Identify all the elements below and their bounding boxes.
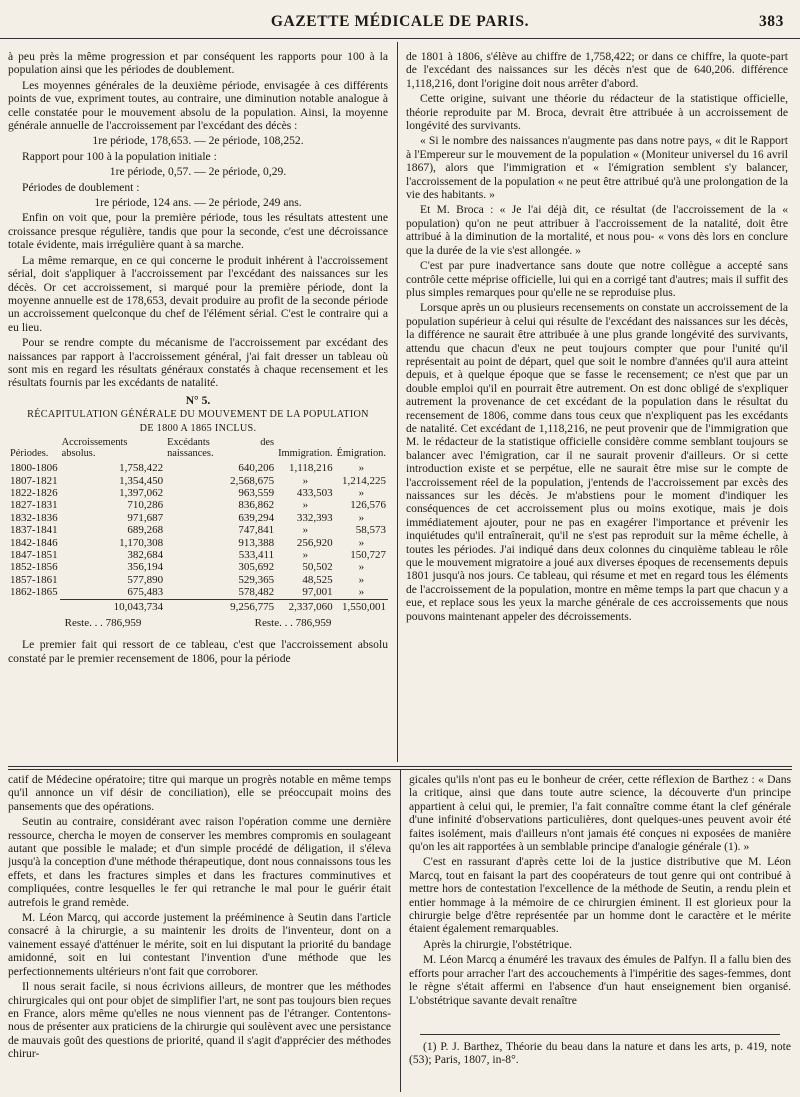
paragraph: La même remarque, en ce qui concerne le produit inhérent à l'accroissement sérial, doit s'appliquer à l'accroissement par l'excédant des naissances sur les décès. Or cet accroissement, si marqué pour la première période, dont la moyenne annuelle est de 178,653, devait produire au profit de la seconde période un accroissement quelconque du chef de l'élément sérial. C'est le contraire qui a eu lieu. [8,253,388,334]
table-title: RÉCAPITULATION GÉNÉRALE DU MOUVEMENT DE LA POPULATION [27,409,369,421]
table-total-row [8,599,388,613]
table-total-cell: 1,550,001 [335,599,388,613]
table-cell: 963,559 [238,486,275,499]
table-cell: 1807-1821 [10,474,58,487]
table-row [8,499,388,511]
table-cell: 578,482 [238,586,275,599]
table-cell: » [302,524,309,537]
column-left-top [8,50,388,760]
table-cell: 332,393 [296,511,333,524]
table-subtitle: DE 1800 A 1865 INCLUS. [139,423,257,435]
table-total-cell: 9,256,775 [165,599,276,613]
paragraph: catif de Médecine opératoire; titre qui marque un progrès notable en même temps qu'il annonce un vif désir de conciliation), elle se préoccupait moins des pansements que des opérations. [8,773,391,813]
column-divider [397,42,398,762]
section-divider [8,766,792,767]
paragraph: Rapport pour 100 à la population initiale : [22,149,217,163]
table-row [8,586,388,599]
table-cell: 1800-1806 [10,462,58,475]
table-row [8,574,388,586]
table-cell: » [358,511,365,524]
column-right-bottom [409,773,791,1018]
table-cell: 150,727 [350,549,386,561]
table-cell: » [302,549,309,561]
footnote [409,1040,791,1067]
remainder-left: Reste. . . 786,959 [64,617,142,630]
paragraph: Il nous serait facile, si nous écrivions ailleurs, de montrer que les méthodes chirurgicales qui ont pour objet de simplifier l'art, ne sont pas toujours bien reçues en France, alors même qu'elles ne nous viennent pas de l'étranger. Contentons-nous de présenter aux praticiens de la chirurgie qui soulèvent avec une persistance de mauvais goût des questions de priorité, quand il s'agit d'apprécier des méthodes chirur- [8,980,391,1061]
paragraph: Lorsque après un ou plusieurs recensements on constate un accroissement de la population supérieur à celui qui résulte de l'excédant des naissances sur les décès, la différence ne saurait être attribuée à une plus grande longévité des survivants, attendu que chacun d'eux ne peut toujours compter que pour l'unité qu'il représentait au point de départ, quel que soit le nombre d'années qu'il aura atteint depuis, et à quelque époque que se fasse le recensement; ce n'est que par un double emploi qu'il en pourrait être autrement. On est donc obligé de s'expliquer autrement la provenance de cet excédant de la population dans le résultat du recensement de 1806, comme dans tous ceux que n'expliquent pas les excédants de natalité. Cet excédant de 1,118,216, ne peut provenir que de l'immigration que M. le rédacteur de la statistique officielle considère comme semblant toujours se balancer avec l'émigration, car il ne saurait provenir d'ailleurs. Or si cette introduction existe et se perpétue, elle ne saurait être mise sur le compte de l'accroissement réel de la population, j'entends de l'accroissement par excès des naissances sur les décès. Je m'abstiens pour le moment d'indiquer les conséquences de cet accroissement plus ou moins exotique, mais je dois immédiatement ajouter, pour ne pas en exagérer l'importance et prévenir les inquiétudes qu'il entraînerait, qu'il ne s'est pas reproduit sur la même échelle, à toutes les périodes. J'ai indiqué dans deux colonnes du cinquième tableau le rôle que le mouvement migratoire a joué aux diverses époques de recensements depuis 1801 jusqu'à nos jours. Ce tableau, qui résume et met en regard tous les éléments de l'accroissement de la population, montre en même temps la part que chacun y a eue, et replace sous les yeux la marche générale de ces accroissements que nous pouvons maintenant appeler des décroissements. [406,301,788,623]
paragraph: Seutin au contraire, considérant avec raison l'opération comme une dernière ressource, chercha le moyen de conserver les membres compromis en soulageant autant que possible le malade; et d'un simple procédé de déligation, il s'éleva jusqu'à la conception d'une méthode thérapeutique, dont nous connaissons tous les effets, et dans les fractures simples et dans les fractures comminutives et compliquées, contre lesquelles le fer qui retranche le mal pour le guérir était autrefois le grand remède. [8,815,391,909]
table-row [8,524,388,536]
quote-paragraph: « Si le nombre des naissances n'augmente pas dans notre pays, « dit le Rapport à l'Empereur sur le mouvement de la population « (Moniteur universel du 16 avril 1867), alors que l'immigration et « l'émigration semblent s'y balancer, l'accroissement de la population « ne peut être attribué qu'à une prolongation de la vie des habitants. » [406,134,788,202]
table-total-cell: 2,337,060 [276,599,335,613]
table-cell: 97,001 [302,586,333,599]
table-cell: 1842-1846 [10,536,58,549]
stat-line: 1re période, 0,57. — 2e période, 0,29. [109,165,287,179]
table-cell: 913,388 [238,536,275,549]
table-cell: 675,483 [127,586,164,599]
table-cell: 1,758,422 [119,462,164,475]
table-total-cell: 10,043,734 [60,599,165,613]
table-cell: 1,214,225 [342,474,386,487]
header-birth-surplus: Excédants des naissances. [167,437,275,460]
paragraph: C'est par pure inadvertance sans doute que notre collègue a accepté sans contrôle cette méprise officielle, lui qui en a corrigé tant d'autres; mais il suffit des plus simples remarques pour qu'elle ne se reproduise plus. [406,259,788,299]
table-cell: 1,354,450 [119,474,164,487]
table-cell: » [302,474,309,487]
table-row [8,475,388,487]
table-cell: 1832-1836 [10,511,58,524]
page-title: GAZETTE MÉDICALE DE PARIS. [270,13,530,30]
table-row [8,537,388,549]
footnote-rule [420,1034,780,1035]
table-cell: 1,170,308 [119,536,164,549]
paragraph: Cette origine, suivant une théorie du rédacteur de la statistique officielle, théorie reproduite par M. Broca, devrait être attribuée à un accroissement de longévité des survivants. [406,92,788,133]
paragraph: Les moyennes générales de la deuxième période, envisagée à ces différents points de vue, expriment toutes, au contraire, une diminution notable analogue à celle constatée pour le mouvement absolu de la population. Ainsi, la moyenne générale annuelle de l'accroissement par l'excédant des décès : [8,78,388,133]
header-periods: Périodes. [10,448,49,460]
table-cell: 356,194 [127,561,164,574]
table-cell: 577,890 [127,573,164,586]
table-cell: 639,294 [238,511,275,524]
table-cell: 710,286 [127,499,164,512]
header-emigration: Émigration. [336,448,386,460]
paragraph: C'est en rassurant d'après cette loi de la justice distributive que M. Léon Marcq, tout en faisant la part des coopérateurs de tout genre qui ont contribué à mettre hors de contestation l'excellence de la méthode de Seutin, a rendu plein et entier hommage à la mémoire de ce chirurgien éminent. Il est glorieux pour la chirurgie belge d'être représentée par un homme dont le caractère et le mérite étaient également remarquables. [409,855,791,936]
paragraph: Périodes de doublement : [22,180,140,194]
table-cell: 433,503 [296,486,333,499]
paragraph: gicales qu'ils n'ont pas eu le bonheur de créer, cette réflexion de Barthez : « Dans la critique, ainsi que dans toute autre science, la découverte d'un principe appartient à celui qui, le premier, l'a fait connaître comme étant la clef générale d'une infinité d'observations particulières, dont quelques-unes peuvent avoir été faites isolément, mais d'ailleurs n'ont jamais été conçues ni exposées de manière qu'on les ait rapportées à un semblable principe d'analogie générale (1). » [409,773,791,854]
table-row [8,487,388,499]
remainder-line [8,617,388,630]
table-cell: 1822-1826 [10,486,58,499]
paragraph: Pour se rendre compte du mécanisme de l'accroissement par excédant des naissances par rapport à l'accroissement général, j'ai fait dresser un tableau où sont mis en regard les résultats généraux constatés à chaque recensement et les résultats fournis par les excédants de natalité. [8,336,388,390]
header-immigration: Immigration. [278,448,333,460]
table-row [8,561,388,573]
table-cell: 529,365 [238,573,275,586]
stat-line: 1re période, 178,653. — 2e période, 108,252. [92,134,304,148]
table-cell: 126,576 [350,499,386,512]
table-cell: 1,118,216 [289,462,333,475]
table-cell: 305,692 [238,561,275,574]
column-divider [400,770,401,1092]
table-cell: 747,841 [238,524,275,537]
remainder-right: Reste. . . 786,959 [254,617,332,630]
table-cell: 48,525 [302,573,333,586]
quote-paragraph: Et M. Broca : « Je l'ai déjà dit, ce résultat (de l'accroissement de la « population) qu'on ne peut attribuer à l'accroissement de la natalité, doit être attribué à la diminution de la mortalité, et nous pou- « vons dès lors en conclure que la durée de la vie s'est allongée. » [406,203,788,257]
table-cell: 836,862 [238,499,275,512]
table-cell: 689,268 [127,524,164,537]
table-cell: 533,411 [238,549,275,561]
paragraph: Enfin on voit que, pour la première période, tous les résultats attestent une croissance presque régulière, tandis que pour la seconde, c'est une décroissance totale évidente, mais irrégulière quant à sa marche. [8,211,388,252]
stat-line: 1re période, 124 ans. — 2e période, 249 ans. [94,196,302,210]
table-cell: 971,687 [127,511,164,524]
table-cell: » [358,462,365,475]
table-cell: » [358,586,365,599]
page-header [0,0,800,39]
table-cell: » [358,536,365,549]
table-cell: 1852-1856 [10,561,58,574]
paragraph: à peu près la même progression et par conséquent les rapports pour 100 à la population ainsi que les périodes de doublement. [8,50,388,77]
table-cell: » [358,561,365,574]
table-cell: 2,568,675 [230,474,275,487]
header-absolute-growth: Accroissements absolus. [61,437,128,460]
page-number: 383 [758,13,784,30]
table-number: N° 5. [185,393,211,407]
table-cell: 256,920 [296,536,333,549]
table-cell: » [358,486,365,499]
population-table [8,437,388,613]
table-cell: 1857-1861 [10,573,58,586]
table-total-cell [8,599,60,613]
table-cell: 1862-1865 [10,586,58,599]
table-cell: 50,502 [302,561,333,574]
paragraph: de 1801 à 1806, s'élève au chiffre de 1,758,422; or dans ce chiffre, la quote-part de l'excédant des naissances sur les décès n'est que de 640,206. différence 1,118,216, dont l'origine doit nous arrêter d'abord. [406,50,788,90]
column-right-top [406,50,788,760]
table-cell: 1827-1831 [10,499,58,512]
table-cell: 1,397,062 [119,486,164,499]
paragraph: Le premier fait qui ressort de ce tableau, c'est que l'accroissement absolu constaté par le premier recensement de 1806, pour la période [8,638,388,665]
table-cell: » [302,499,309,512]
paragraph: M. Léon Marcq a énuméré les travaux des émules de Palfyn. Il a fallu bien des efforts pour arracher l'art des accouchements à l'impéritie des sages-femmes, dont le règne s'était affermi en l'absence d'un haut enseignement bien organisé. L'obstétrique savante devait renaître [409,953,791,1007]
table-header-row [8,437,388,462]
table-cell: 58,573 [355,524,386,537]
table-cell: 1837-1841 [10,524,58,537]
table-cell: » [358,573,365,586]
column-left-bottom [8,773,391,1091]
table-row [8,549,388,561]
footnote-text: (1) P. J. Barthez, Théorie du beau dans la nature et dans les arts, p. 419, note (53); Paris, 1807, in-8°. [409,1040,791,1067]
table-row [8,512,388,524]
table-cell: 640,206 [238,462,275,475]
paragraph: M. Léon Marcq, qui accorde justement la prééminence à Seutin dans l'article consacré à la chirurgie, a su maintenir les droits de l'inventeur, dont on a vainement essayé d'atténuer le mérite, soit en lui disputant la priorité du bandage amidonné, soit en lui contestant l'invention d'une méthode que les perfectionnements ultérieurs n'ont fait que corroborer. [8,911,391,978]
table-cell: 1847-1851 [10,549,58,561]
table-row [8,462,388,474]
table-cell: 382,684 [127,549,164,561]
paragraph: Après la chirurgie, l'obstétrique. [423,937,573,951]
